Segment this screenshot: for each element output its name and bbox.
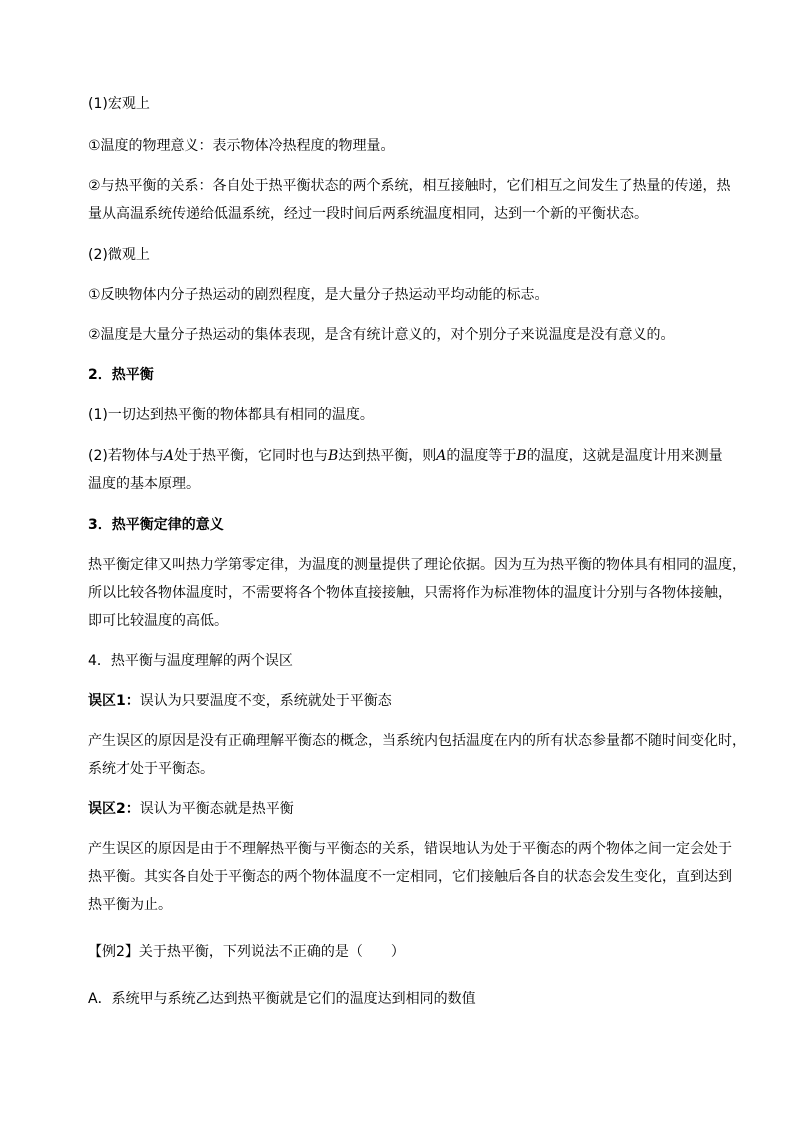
example-2-close-bracket: ） (390, 944, 405, 960)
section-2-item-2-text-c: 达到热平衡，则 (338, 448, 437, 464)
variable-b: B (327, 448, 339, 464)
example-2-question (88, 942, 405, 962)
example-2-question-text: 关于热平衡，下列说法不正确的是（ (138, 944, 363, 960)
error-2-label: 误区2： (88, 801, 140, 817)
section-2-item-2-text-a: (2)若物体与 (88, 448, 164, 464)
section-2-item-2-text-d: 的温度等于 (446, 448, 517, 464)
example-2-option-a: A．系统甲与系统乙达到热平衡就是它们的温度达到相同的数值 (88, 991, 476, 1007)
section-3-heading: 3．热平衡定律的意义 (88, 517, 224, 533)
error-2-explanation-line-2: 热平衡。其实各自处于平衡态的两个物体温度不一定相同，它们接触后各自的状态会发生变化，直到达到 (88, 869, 732, 885)
section-2-item-2-line-1 (88, 446, 723, 466)
example-2-label: 【例2】 (88, 944, 139, 960)
section-2-item-1: (1)一切达到热平衡的物体都具有相同的温度。 (88, 407, 374, 423)
section-3-line-2: 所以比较各物体温度时，不需要将各个物体直接接触，只需将作为标准物体的温度计分别与各物体接触， (88, 585, 732, 601)
section-2-item-2-text-b: 处于热平衡，它同时也与 (173, 448, 328, 464)
error-1-label: 误区1： (88, 693, 140, 709)
error-2-explanation-line-1: 产生误区的原因是由于不理解热平衡与平衡态的关系，错误地认为处于平衡态的两个物体之间一定会处于 (88, 841, 732, 857)
section-2-item-2-line-2: 温度的基本原理。 (88, 476, 200, 492)
variable-a-2: A (436, 448, 447, 464)
section-2-item-2-text-e: 的温度，这就是温度计用来测量 (526, 448, 723, 464)
section-3-line-1: 热平衡定律又叫热力学第零定律，为温度的测量提供了理论依据。因为互为热平衡的物体具有相同的温度， (88, 557, 746, 573)
variable-a: A (163, 448, 174, 464)
error-1-explanation-line-2: 系统才处于平衡态。 (88, 761, 214, 777)
macro-item-1: ①温度的物理意义：表示物体冷热程度的物理量。 (88, 138, 395, 154)
error-2-text: 误认为平衡态就是热平衡 (139, 801, 294, 817)
error-1-explanation-line-1: 产生误区的原因是没有正确理解平衡态的概念，当系统内包括温度在内的所有状态参量都不随时间变化时， (88, 733, 746, 749)
document-page (88, 0, 746, 1123)
micro-heading: (2)微观上 (88, 247, 150, 263)
macro-item-2-line-2: 量从高温系统传递给低温系统，经过一段时间后两系统温度相同，达到一个新的平衡状态。 (88, 206, 648, 222)
section-4-heading: 4．热平衡与温度理解的两个误区 (88, 653, 293, 669)
section-2-heading: 2．热平衡 (88, 367, 154, 383)
micro-item-1: ①反映物体内分子热运动的剧烈程度，是大量分子热运动平均动能的标志。 (88, 287, 549, 303)
section-3-line-3: 即可比较温度的高低。 (88, 613, 228, 629)
macro-item-2-line-1: ②与热平衡的关系：各自处于热平衡状态的两个系统，相互接触时，它们相互之间发生了热量的传递，热 (88, 178, 731, 194)
macro-heading: (1)宏观上 (88, 96, 150, 112)
error-1-line (88, 691, 392, 711)
error-2-explanation-line-3: 热平衡为止。 (88, 897, 172, 913)
error-1-text: 误认为只要温度不变，系统就处于平衡态 (139, 693, 392, 709)
error-2-line (88, 799, 294, 819)
variable-b-2: B (516, 448, 527, 464)
micro-item-2: ②温度是大量分子热运动的集体表现，是含有统计意义的，对个别分子来说温度是没有意义的。 (88, 327, 675, 343)
